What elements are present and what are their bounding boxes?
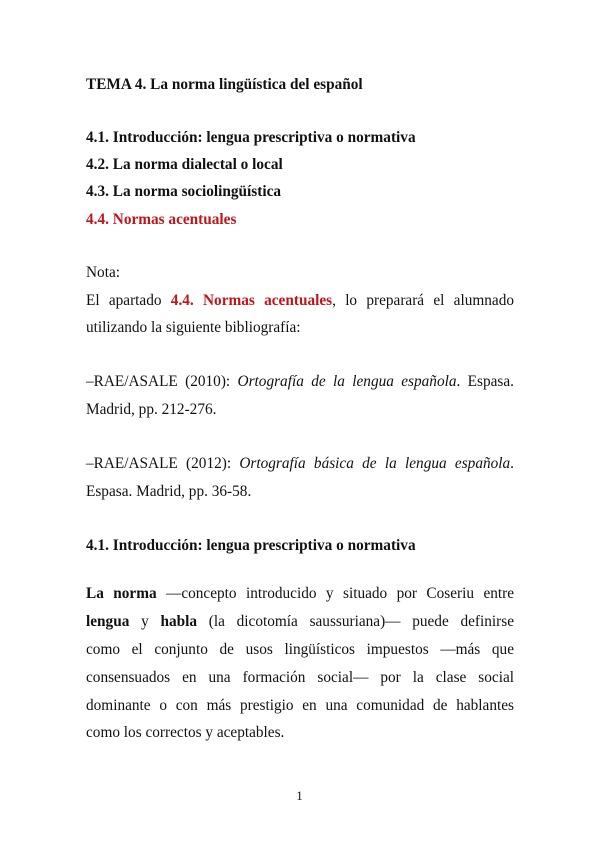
para-term: lengua	[86, 613, 130, 630]
para-term: La norma	[86, 585, 157, 602]
bib-punct: .	[510, 455, 514, 472]
bib-title: Ortografía básica de la lengua española	[239, 455, 511, 472]
note-text: El apartado	[86, 292, 171, 309]
para-line-2	[86, 612, 514, 632]
bib-entry-2-line-1	[86, 454, 514, 474]
note-text: , lo preparará el alumnado	[332, 292, 514, 309]
para-text: y	[129, 613, 161, 630]
bib-publisher: . Espasa.	[456, 373, 514, 390]
bib-author: –RAE/ASALE (2010):	[86, 373, 238, 390]
bib-entry-1-line-1	[86, 372, 514, 392]
bib-title: Ortografía de la lengua española	[237, 373, 457, 390]
note-label: Nota:	[86, 264, 120, 281]
page-title: TEMA 4. La norma lingüística del español	[86, 76, 363, 93]
section-heading: 4.1. Introducción: lengua prescriptiva o normativa	[86, 537, 416, 554]
para-line-1	[86, 584, 514, 604]
toc-item-4-1: 4.1. Introducción: lengua prescriptiva o normativa	[86, 129, 416, 146]
para-line-4: consensuados en una formación social— por la clase social	[86, 669, 514, 686]
para-line-3: como el conjunto de usos lingüísticos impuestos —más que	[86, 641, 514, 658]
toc-item-4-2: 4.2. La norma dialectal o local	[86, 156, 283, 173]
para-text: (la dicotomía saussuriana)— puede definirse	[197, 613, 514, 630]
bib-entry-2-line-2: Espasa. Madrid, pp. 36-58.	[86, 483, 252, 500]
note-highlight: 4.4. Normas acentuales	[170, 292, 333, 309]
note-line-1	[86, 291, 514, 311]
para-text: —concepto introducido y situado por Coseriu entre	[156, 585, 515, 602]
page-number: 1	[296, 788, 303, 803]
bib-author: –RAE/ASALE (2012):	[86, 455, 240, 472]
toc-item-4-3: 4.3. La norma sociolingüística	[86, 183, 282, 200]
note-line-2: utilizando la siguiente bibliografía:	[86, 319, 301, 336]
para-line-5: dominante o con más prestigio en una comunidad de hablantes	[86, 697, 514, 714]
para-term: habla	[160, 613, 198, 630]
toc-item-4-4: 4.4. Normas acentuales	[86, 211, 237, 228]
para-line-6: como los correctos y aceptables.	[86, 724, 285, 741]
bib-entry-1-line-2: Madrid, pp. 212-276.	[86, 401, 217, 418]
